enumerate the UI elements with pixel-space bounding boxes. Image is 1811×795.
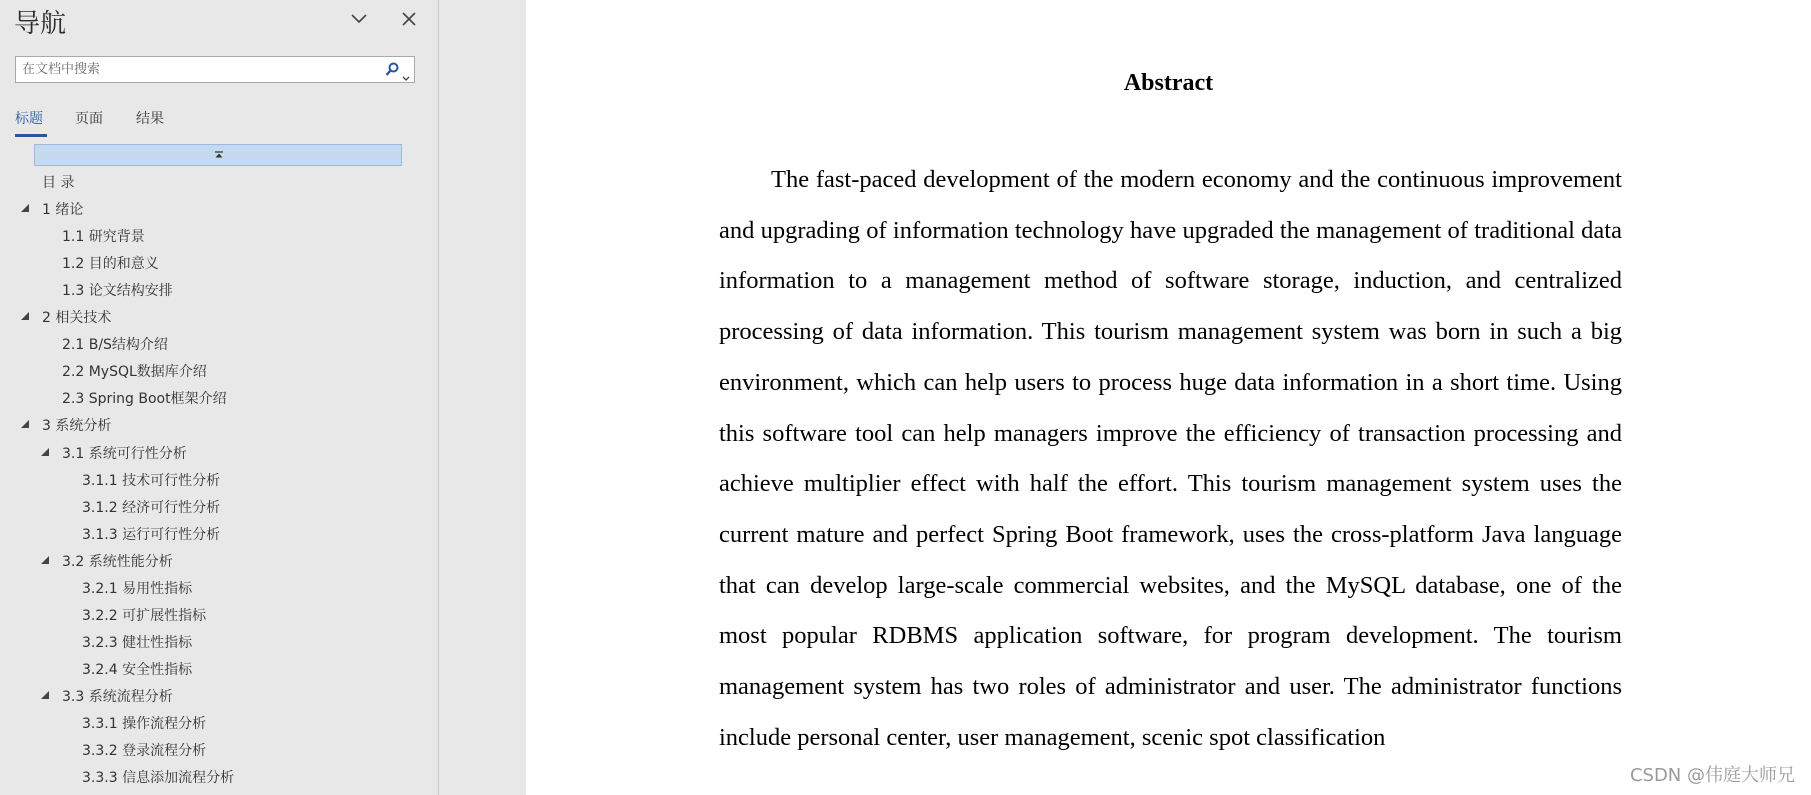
document-page [526, 0, 1811, 795]
nav-tree-label: 3.2.2 可扩展性指标 [82, 607, 207, 624]
nav-tree-item[interactable] [0, 682, 430, 708]
nav-tree-item[interactable] [0, 439, 430, 465]
nav-tree-label: 3.3.2 登录流程分析 [82, 743, 207, 760]
nav-tree-label: 1.1 研究背景 [62, 229, 145, 246]
nav-tree-label: 1 绪论 [42, 202, 84, 219]
nav-tree-item[interactable] [0, 574, 430, 600]
nav-tree-label: 3.2 系统性能分析 [62, 553, 173, 570]
nav-tree-item[interactable] [0, 655, 430, 681]
page-title: Abstract [1123, 70, 1214, 96]
nav-tree-item[interactable] [0, 520, 430, 546]
collapse-up-icon [214, 151, 224, 159]
tab-headings[interactable]: 标题 [15, 111, 43, 127]
nav-tree-label: 3.1.3 运行可行性分析 [82, 526, 221, 543]
nav-tree-item[interactable] [0, 222, 430, 248]
nav-tree-item[interactable] [0, 763, 430, 789]
navigation-pane [0, 0, 439, 795]
nav-tree-label: 3.1.2 经济可行性分析 [82, 499, 221, 516]
nav-tree-item[interactable] [0, 493, 430, 519]
nav-tree-label: 2.2 MySQL数据库介绍 [62, 364, 207, 381]
nav-options-chevron-icon[interactable] [348, 8, 370, 30]
watermark: CSDN @伟庭大师兄 [1628, 761, 1797, 787]
nav-tree-label: 3.1.1 技术可行性分析 [82, 472, 221, 489]
nav-tree-label: 3 系统分析 [42, 418, 112, 435]
nav-title: 导航 [14, 9, 67, 39]
expand-triangle-icon[interactable] [40, 555, 50, 565]
active-tab-indicator [15, 134, 47, 137]
collapse-all-bar[interactable] [34, 144, 402, 166]
nav-tree-label: 2 相关技术 [42, 310, 112, 327]
nav-tree-item[interactable] [0, 709, 430, 735]
nav-tree-item[interactable] [0, 411, 430, 437]
nav-tree-item[interactable] [0, 466, 430, 492]
expand-triangle-icon[interactable] [40, 690, 50, 700]
expand-triangle-icon[interactable] [40, 447, 50, 457]
nav-tree-item[interactable] [0, 303, 430, 329]
nav-tree-label: 3.3.1 操作流程分析 [82, 716, 207, 732]
nav-tree-item[interactable] [0, 195, 430, 221]
tab-results[interactable]: 结果 [136, 111, 164, 127]
nav-tree-item[interactable] [0, 330, 430, 356]
close-icon[interactable] [398, 8, 420, 30]
search-options-chevron-icon[interactable] [402, 67, 410, 86]
search-box [15, 56, 415, 83]
expand-triangle-icon[interactable] [20, 419, 30, 429]
nav-tree-label: 3.3 系统流程分析 [62, 688, 173, 705]
nav-tree-item[interactable] [0, 276, 430, 302]
nav-tree-label: 1.3 论文结构安排 [62, 283, 173, 300]
expand-triangle-icon[interactable] [20, 311, 30, 321]
nav-tree-item[interactable] [0, 628, 430, 654]
abstract-paragraph: The fast-paced development of the modern economy and the continuous improvement and upgrading of information technology have upgraded the management of traditional data information to a management method of software storage, induction, and centralized processing of data information. This tourism management system was born in such a big environment, which can help users to process huge data information in a short time. Using this software tool can help managers improve the efficiency of transaction processing and achieve multiplier effect with half the effort. This tourism management system uses the current mature and perfect Spring Boot framework, uses the cross-platform Java language that can develop large-scale commercial websites, and the MySQL database, one of the most popular RDBMS application software, for program development. The tourism management system has two roles of administrator and user. The administrator functions include personal center, user management, scenic spot classification [719, 166, 1622, 751]
nav-tree-item[interactable] [0, 384, 430, 410]
nav-tree-label: 3.2.1 易用性指标 [82, 580, 193, 597]
nav-tree-item[interactable] [0, 736, 430, 762]
nav-tree-item[interactable] [0, 249, 430, 275]
nav-tree-item[interactable] [0, 601, 430, 627]
nav-tree-item[interactable] [0, 357, 430, 383]
tab-pages[interactable]: 页面 [75, 111, 103, 127]
expand-triangle-icon[interactable] [20, 203, 30, 213]
nav-tree-item[interactable] [0, 547, 430, 573]
nav-tree-label: 1.2 目的和意义 [62, 256, 159, 273]
nav-tree-label: 2.1 B/S结构介绍 [62, 337, 168, 354]
nav-tree-label: 3.2.3 健壮性指标 [82, 634, 193, 651]
nav-tree-label: 2.3 Spring Boot框架介绍 [62, 391, 227, 408]
nav-tree-label: 3.1 系统可行性分析 [62, 445, 187, 462]
nav-tree-label: 3.2.4 安全性指标 [82, 661, 193, 678]
nav-tree-item[interactable] [0, 168, 430, 194]
search-input[interactable] [22, 60, 382, 79]
nav-tree-label: 目 录 [42, 175, 75, 191]
search-icon[interactable] [385, 62, 399, 81]
nav-tree-label: 3.3.3 信息添加流程分析 [82, 770, 235, 787]
